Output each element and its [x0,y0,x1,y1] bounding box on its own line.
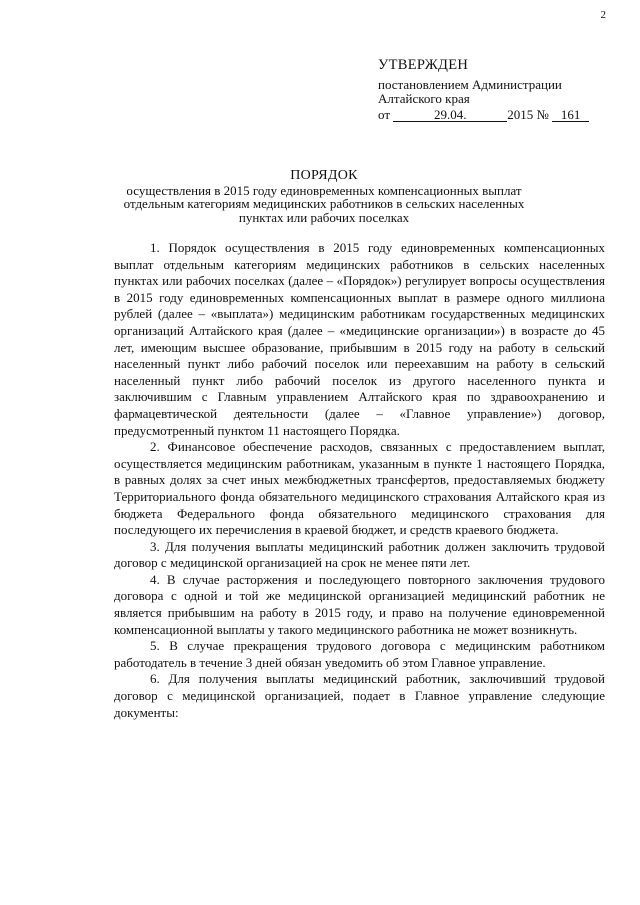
approval-stamp [378,56,618,123]
page-number: 2 [600,9,606,21]
paragraph-2: 2. Финансовое обеспечение расходов, связанных с предоставлением выплат, осуществляется медицинским работникам, указанным в пункте 1 настоящего Порядка, в равных долях за счет иных межбюджетных трансфертов, предоставляемых бюджету Территориального фонда обязательного медицинского страхования Алтайского края из бюджета Федерального фонда обязательного медицинского страхования для последующего их перечисления в краевой бюджет, и средств краевого бюджета. [114,439,605,538]
document-subtitle-line-3: пунктах или рабочих поселках [238,209,410,225]
approval-date-line [378,107,618,123]
paragraph-4: 4. В случае расторжения и последующего повторного заключения трудового договора с одной и той же медицинской организацией медицинский работник не является прибывшим на работу в 2015 году, и право на получение единовременной компенсационной выплаты у такого медицинского работника не может возникнуть. [114,571,605,637]
document-subtitle-line-1: осуществления в 2015 году единовременных компенсационных выплат [126,183,522,198]
document-title: ПОРЯДОК [290,168,358,183]
paragraph-1: 1. Порядок осуществления в 2015 году единовременных компенсационных выплат отдельным категориям медицинских работников в сельских населенных пунктах или рабочих поселках (далее – «Порядок») регулирует вопросы осуществления в 2015 году единовременных компенсационных выплат в размере одного миллиона рублей (далее – «выплата») медицинским работникам государственных медицинских организаций Алтайского края (далее – «медицинские организации») в возрасте до 45 лет, имеющим высшее образование, прибывшим в 2015 году на работу в сельский населенный пункт либо рабочий поселок или переехавшим на работу в сельский населенный пункт либо рабочий поселок из другого населенного пункта и заключившим с Главным управлением Алтайского края по здравоохранению и фармацевтической деятельности (далее – «Главное управление») договор, предусмотренный пунктом 11 настоящего Порядка. [114,240,605,438]
document-subtitle-line-2: отдельным категориям медицинских работников в сельских населенных [123,196,525,212]
paragraph-6: 6. Для получения выплаты медицинский работник, заключивший трудовой договор с медицинской организацией, подает в Главное управление следующие документы: [114,671,605,720]
paragraph-5: 5. В случае прекращения трудового договора с медицинским работником работодатель в течение 3 дней обязан уведомить об этом Главное управление. [114,638,605,670]
approval-number: 161 [552,108,589,122]
approval-authority: постановлением Администрации [378,77,562,92]
date-prefix: от [378,107,391,122]
document-heading [100,167,548,224]
paragraph-3: 3. Для получения выплаты медицинский работник должен заключить трудовой договор с медицинской организацией на срок не менее пяти лет. [114,538,605,571]
approval-title: УТВЕРЖДЕН [378,57,469,73]
approval-date: 29.04. [393,108,507,122]
approval-region: Алтайского края [378,90,470,106]
approval-year-number-label: 2015 № [507,107,549,122]
document-body [114,240,605,721]
